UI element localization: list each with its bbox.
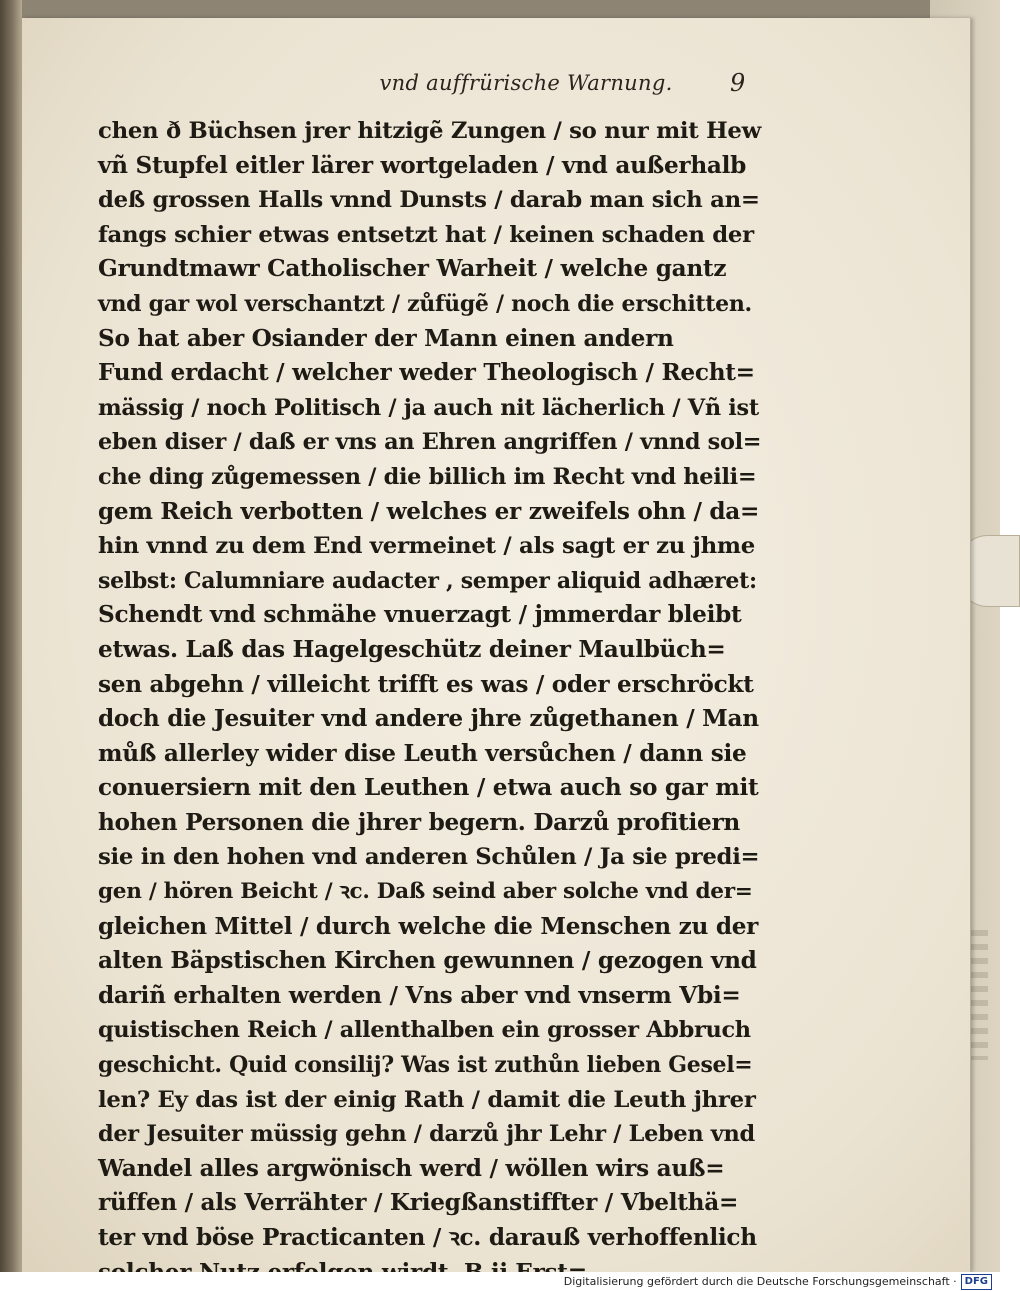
text-line: len? Ey das ist der einig Rath / damit die Leuth jhrer	[98, 1086, 756, 1113]
text-line: sie in den hohen vnd anderen Schůlen / Ja sie predi=	[98, 844, 760, 871]
text-line: quistischen Reich / allenthalben ein grosser Abbruch	[98, 1017, 751, 1044]
text-line: gem Reich verbotten / welches er zweifels ohn / da=	[98, 497, 760, 525]
text-line: sen abgehn / villeicht trifft es was / oder erschröckt	[98, 670, 754, 698]
text-line: che ding zůgemessen / die billich im Recht vnd heili=	[98, 463, 757, 490]
text-line: vñ Stupfel eitler lärer wortgeladen / vnd außerhalb	[98, 151, 747, 179]
text-line: conuersiern mit den Leuthen / etwa auch so gar mit	[98, 774, 759, 802]
page-number: 9	[730, 69, 746, 97]
text-line: chen ð Büchsen jrer hitzigẽ Zungen / so nur mit Hew	[98, 118, 761, 144]
footer-bar	[0, 1272, 1000, 1291]
body-text	[98, 114, 762, 1290]
text-line: ter vnd böse Practicanten / ꝛc. darauß verhoffenlich	[98, 1224, 757, 1251]
text-line: rüffen / als Verrähter / Kriegßanstiffter / Vbelthä=	[98, 1189, 739, 1217]
text-line: můß allerley wider dise Leuth versůchen / dann sie	[98, 739, 747, 767]
text-line: geschicht. Quid consilij? Was ist zuthůn lieben Gesel=	[98, 1052, 753, 1079]
text-line: etwas. Laß das Hagelgeschütz deiner Maulbüch=	[98, 635, 726, 663]
dfg-logo-icon: DFG	[961, 1274, 992, 1290]
text-line: gleichen Mittel / durch welche die Menschen zu der	[98, 912, 759, 940]
text-line: hin vnnd zu dem End vermeinet / als sagt er zu jhme	[98, 533, 755, 560]
book-spine	[0, 0, 22, 1272]
text-line: gen / hören Beicht / ꝛc. Daß seind aber solche vnd der=	[98, 879, 753, 905]
text-line: Wandel alles argwönisch werd / wöllen wirs auß=	[98, 1154, 725, 1182]
text-line: hohen Personen die jhrer begern. Darzů profitiern	[98, 808, 740, 836]
text-line: Grundtmawr Catholischer Warheit / welche gantz	[98, 255, 727, 283]
text-line: eben diser / daß er vns an Ehren angriffen / vnnd sol=	[98, 429, 762, 456]
text-line: mässig / noch Politisch / ja auch nit lächerlich / Vñ ist	[98, 394, 759, 421]
text-line: So hat aber Osiander der Mann einen andern	[98, 324, 674, 352]
running-header	[286, 66, 766, 100]
text-line: vnd gar wol verschantzt / zůfügẽ / noch die erschitten.	[98, 290, 752, 317]
text-line: dariñ erhalten werden / Vns aber vnd vnserm Vbi=	[98, 981, 741, 1009]
funding-credit: Digitalisierung gefördert durch die Deutsche Forschungsgemeinschaft ·	[563, 1275, 957, 1288]
text-line: selbst: Calumniare audacter , semper aliquid adhæret:	[98, 567, 757, 594]
text-line: der Jesuiter müssig gehn / darzů jhr Lehr / Leben vnd	[98, 1121, 755, 1148]
text-line: Schendt vnd schmähe vnuerzagt / jmmerdar bleibt	[98, 601, 742, 629]
text-line: Fund erdacht / welcher weder Theologisch / Recht=	[98, 359, 755, 387]
text-line: alten Bäpstischen Kirchen gewunnen / gezogen vnd	[98, 947, 757, 975]
text-line: fangs schier etwas entsetzt hat / keinen schaden der	[98, 221, 754, 248]
text-line: doch die Jesuiter vnd andere jhre zůgethanen / Man	[98, 705, 759, 733]
running-title: vnd auffrürische Warnung.	[379, 71, 673, 95]
text-line: deß grossen Halls vnnd Dunsts / darab man sich an=	[98, 187, 760, 214]
